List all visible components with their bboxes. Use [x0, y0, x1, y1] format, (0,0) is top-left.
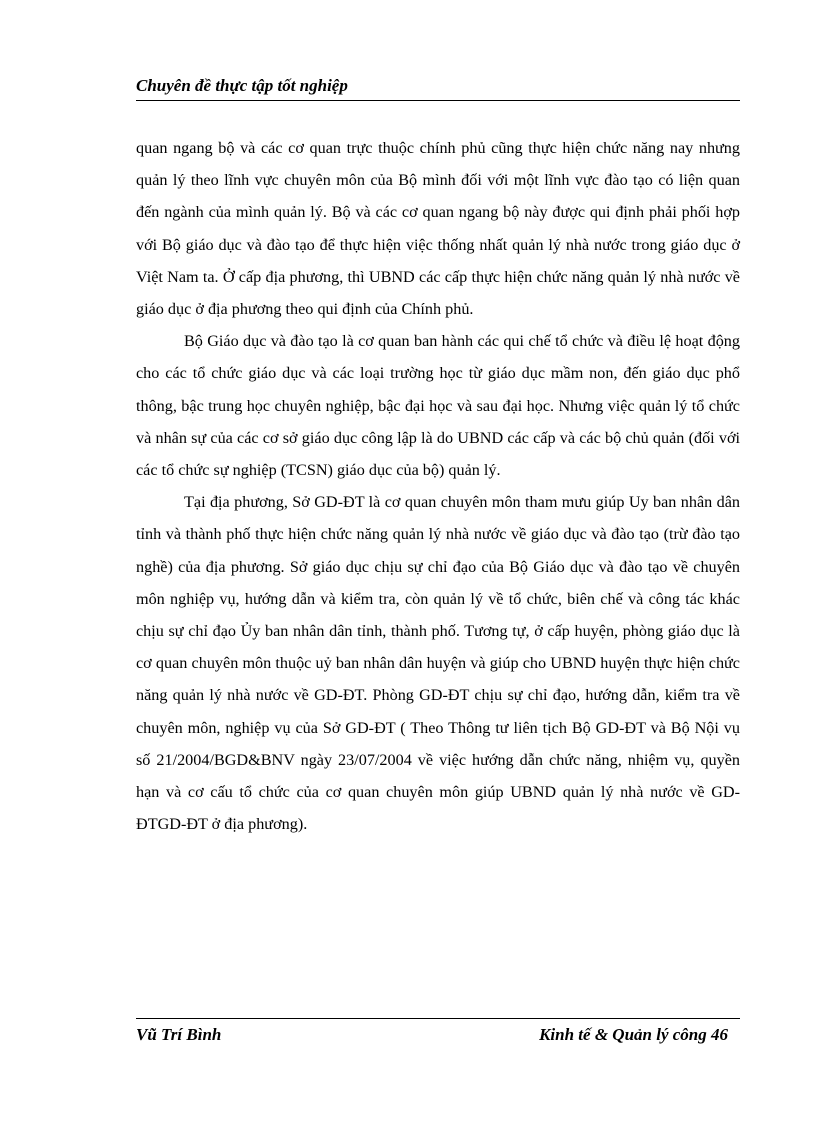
- page-footer: [136, 1018, 740, 1049]
- footer-course-page: Kinh tế & Quản lý công 46: [539, 1025, 728, 1044]
- paragraph-1: quan ngang bộ và các cơ quan trực thuộc chính phủ cũng thực hiện chức năng nay nhưng quản lý theo lĩnh vực chuyên môn của Bộ mình đối với một lĩnh vực đào tạo có liện quan đến ngành của mình quản lý. Bộ và các cơ quan ngang bộ này được qui định phải phối hợp với Bộ giáo dục và đào tạo để thực hiện việc thống nhất quản lý nhà nước trong giáo dục ở Việt Nam ta. Ở cấp địa phương, thì UBND các cấp thực hiện chức năng quản lý nhà nước về giáo dục ở địa phương theo qui định của Chính phủ.: [136, 139, 740, 319]
- footer-author: Vũ Trí Bình: [136, 1025, 222, 1044]
- header-title: Chuyên đề thực tập tốt nghiệp: [136, 76, 348, 95]
- page-header: [136, 76, 740, 101]
- body-text: [136, 132, 740, 840]
- paragraph-2: Bộ Giáo dục và đào tạo là cơ quan ban hành các qui chế tổ chức và điều lệ hoạt động cho các tổ chức giáo dục và các loại trường học từ giáo dục mầm non, đến giáo dục phổ thông, bậc trung học chuyên nghiệp, bậc đại học và sau đại học. Nhưng việc quản lý tổ chức và nhân sự của các cơ sở giáo dục công lập là do UBND các cấp và các bộ chủ quản (đối với các tổ chức sự nghiệp (TCSN) giáo dục của bộ) quản lý.: [136, 332, 740, 480]
- paragraph-3: Tại địa phương, Sở GD-ĐT là cơ quan chuyên môn tham mưu giúp Uy ban nhân dân tỉnh và thành phố thực hiện chức năng quản lý nhà nước về giáo dục và đào tạo (trừ đào tạo nghề) của địa phương. Sở giáo dục chịu sự chỉ đạo của Bộ Giáo dục và đào tạo về chuyên môn nghiệp vụ, hướng dẫn và kiểm tra, còn quản lý về tổ chức, biên chế và công tác khác chịu sự chỉ đạo Ủy ban nhân dân tỉnh, thành phố. Tương tự, ở cấp huyện, phòng giáo dục là cơ quan chuyên môn thuộc uỷ ban nhân dân huyện và giúp cho UBND huyện thực hiện chức năng quản lý nhà nước về GD-ĐT. Phòng GD-ĐT chịu sự chỉ đạo, hướng dẫn, kiểm tra về chuyên môn, nghiệp vụ của Sở GD-ĐT ( Theo Thông tư liên tịch Bộ GD-ĐT và Bộ Nội vụ số 21/2004/BGD&BNV ngày 23/07/2004 về việc hướng dẫn chức năng, nhiệm vụ, quyền hạn và cơ cấu tổ chức của cơ quan chuyên môn giúp UBND quản lý nhà nước về GD-ĐTGD-ĐT ở địa phương).: [136, 493, 740, 834]
